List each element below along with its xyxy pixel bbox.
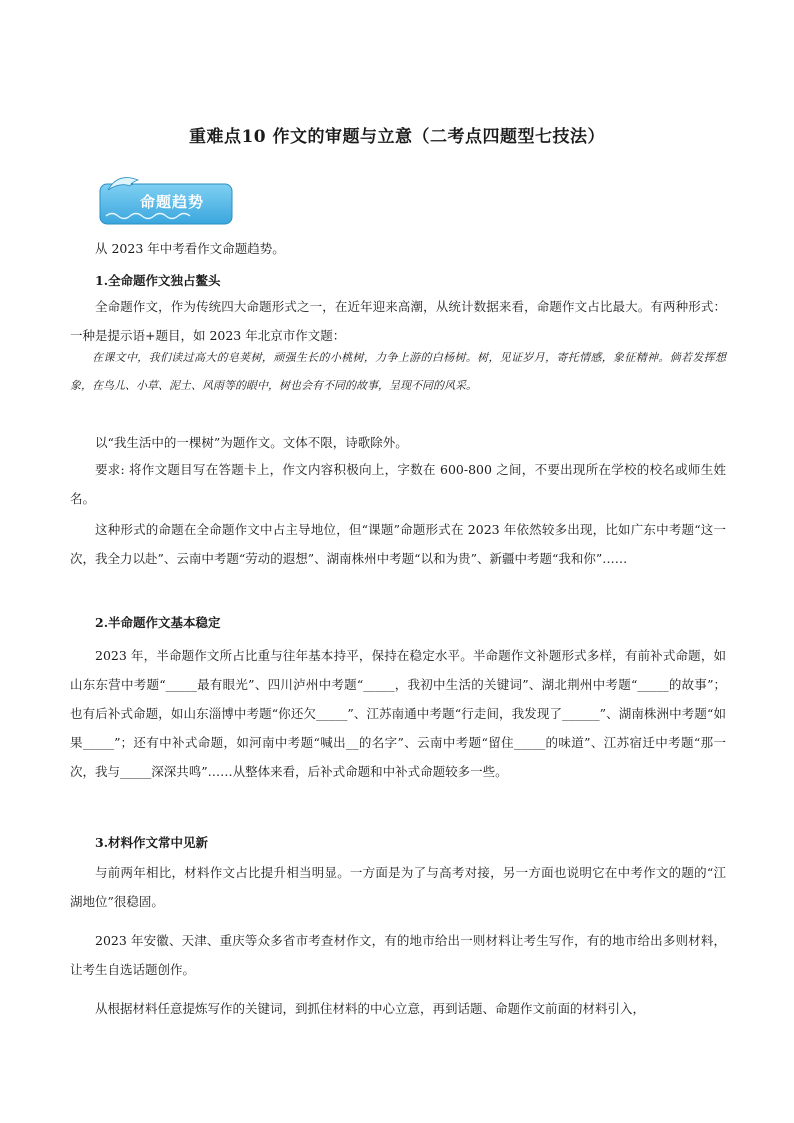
badge-label: 命题趋势 [139, 193, 204, 211]
page-title: 重难点10 作文的审题与立意（二考点四题型七技法） [188, 127, 606, 147]
section2-heading: 2.半命题作文基本稳定 [95, 615, 221, 630]
section3-paragraph-2: 2023 年安徽、天津、重庆等众多省市考查材作文，有的地市给出一则材料让考生写作，有的地市给出多则材料，让考生自选话题创作。 [70, 933, 726, 977]
section1-paragraph-1: 全命题作文，作为传统四大命题形式之一，在近年迎来高潮，从统计数据来看，命题作文占比最大。有两种形式：一种是提示语+题目，如 2023 年北京市作文题： [70, 299, 726, 343]
section3-paragraph-3: 从根据材料任意提炼写作的关键词，到抓住材料的中心立意，再到话题、命题作文前面的材料引入， [95, 1001, 646, 1016]
section1-quote: 在课文中，我们读过高大的皂荚树，顽强生长的小桃树，力争上游的白杨树。树，见证岁月，寄托情感，象征精神。倘若发挥想象，在鸟儿、小草、泥土、风雨等的眼中，树也会有不同的故事，呈现不同的风采。 [70, 351, 726, 392]
section1-paragraph-3: 要求: 将作文题目写在答题卡上，作文内容积极向上，字数在 600-800 之间，不要出现所在学校的校名或师生姓名。 [70, 462, 726, 506]
section1-paragraph-4: 这种形式的命题在全命题作文中占主导地位，但“课题”命题形式在 2023 年依然较多出现，比如广东中考题“这一次，我全力以赴”、云南中考题“劳动的遐想”、湖南株州中考题“以和为贵”、新疆中考题“我和你”…… [70, 522, 726, 566]
section-badge [96, 172, 234, 226]
intro-text: 从 2023 年中考看作文命题趋势。 [95, 241, 285, 256]
section3-paragraph-1: 与前两年相比，材料作文占比提升相当明显。一方面是为了与高考对接，另一方面也说明它在中考作文的题的“江湖地位”很稳固。 [70, 865, 726, 909]
section1-paragraph-2: 以“我生活中的一棵树”为题作文。文体不限，诗歌除外。 [95, 435, 408, 450]
section1-heading: 1.全命题作文独占鳌头 [95, 273, 221, 288]
section3-heading: 3.材料作文常中见新 [95, 835, 209, 850]
section2-paragraph-1: 2023 年，半命题作文所占比重与往年基本持平，保持在稳定水平。半命题作文补题形式多样，有前补式命题，如山东东营中考题“_____最有眼光”、四川泸州中考题“_____，我初中生活的关键词”、湖北荆州中考题“_____的故事”；也有后补式命题，如山东淄博中考题“你还欠_____”、江苏南通中考题“行走间，我发现了______”、湖南株洲中考题“如果_____”；还有中补式命题，如河南中考题“喊出__的名字”、云南中考题“留住_____的味道”、江苏宿迁中考题“那一次，我与_____深深共鸣”……从整体来看，后补式命题和中补式命题较多一些。 [70, 648, 726, 779]
